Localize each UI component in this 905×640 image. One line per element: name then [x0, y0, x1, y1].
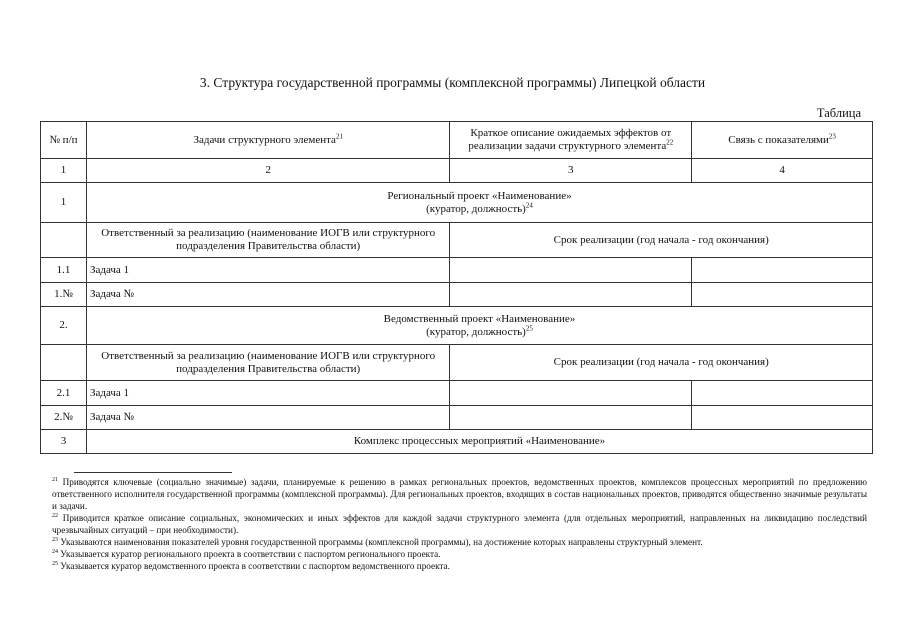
- row-number: 2.: [41, 307, 87, 345]
- header-effects: Краткое описание ожидаемых эффектов от реализации задачи структурного элемента$^{22}$: [450, 122, 692, 159]
- period-cell: Срок реализации (год начала - год окончания): [450, 345, 873, 381]
- column-number: 3: [450, 159, 692, 183]
- regional-project-title: Региональный проект «Наименование» (куратор, должность)$^{24}$: [86, 183, 872, 223]
- footnote-ref: 25: [525, 323, 533, 332]
- departmental-responsible-row: [41, 345, 873, 381]
- column-number: 1: [41, 159, 87, 183]
- task-name: Задача №: [86, 406, 450, 430]
- task-number: 1.1: [41, 258, 87, 283]
- departmental-project-row: [41, 307, 873, 345]
- table-label: Таблица: [816, 106, 861, 120]
- footnotes: [52, 476, 867, 572]
- task-number: 2.№: [41, 406, 87, 430]
- regional-project-row: [41, 183, 873, 223]
- period-cell: Срок реализации (год начала - год окончания): [450, 223, 873, 258]
- footnote-separator: [74, 472, 232, 473]
- footnote: $^{21}$ Приводятся ключевые (социально значимые) задачи, планируемые к решению в рамках региональных проектов, ведомственных проектов, комплексов процессных мероприятий по предложению ответственного исполнителя государственной программы (комплексной программы). Для региональных проектов, входящих в состав национальных проектов, приводятся общественно значимые результаты и задачи.: [52, 476, 868, 511]
- column-number: 4: [692, 159, 873, 183]
- footnote: $^{25}$ Указывается куратор ведомственного проекта в соответствии с паспортом ведомственного проекта.: [52, 560, 450, 571]
- footnote-ref: 21: [335, 131, 343, 140]
- responsible-cell: Ответственный за реализацию (наименование ИОГВ или структурного подразделения Правительства области): [86, 345, 450, 381]
- task-number: 1.№: [41, 283, 87, 307]
- footnote-ref: 22: [666, 138, 674, 147]
- task-name: Задача №: [86, 283, 450, 307]
- complex-row: [41, 430, 873, 454]
- document-title: 3. Структура государственной программы (комплексной программы) Липецкой области: [199, 75, 706, 90]
- structure-table: [40, 121, 873, 454]
- footnote-ref: 24: [525, 200, 533, 209]
- task-row: [41, 406, 873, 430]
- row-number: 1: [41, 183, 87, 223]
- row-number: 3: [41, 430, 87, 454]
- task-row: [41, 381, 873, 406]
- task-name: Задача 1: [86, 381, 450, 406]
- header-num: № п/п: [41, 122, 87, 159]
- header-row: [41, 122, 873, 159]
- footnote: $^{23}$ Указываются наименования показателей уровня государственной программы (комплексной программы), на достижение которых направлены структурный элемент.: [52, 536, 703, 547]
- task-row: [41, 283, 873, 307]
- responsible-cell: Ответственный за реализацию (наименование ИОГВ или структурного подразделения Правительства области): [86, 223, 450, 258]
- regional-responsible-row: [41, 223, 873, 258]
- task-name: Задача 1: [86, 258, 450, 283]
- header-indicators: Связь с показателями$^{23}$: [692, 122, 873, 159]
- column-numbers-row: [41, 159, 873, 183]
- task-number: 2.1: [41, 381, 87, 406]
- task-row: [41, 258, 873, 283]
- footnote: $^{24}$ Указывается куратор регионального проекта в соответствии с паспортом регионального проекта.: [52, 548, 441, 559]
- footnote: $^{22}$ Приводится краткое описание социальных, экономических и иных эффектов для каждой задачи структурного элемента (для отдельных мероприятий, направленных на ликвидацию последствий чрезвычайных ситуаций – при необходимости).: [52, 512, 867, 535]
- column-number: 2: [86, 159, 450, 183]
- header-tasks: Задачи структурного элемента$^{21}$: [86, 122, 450, 159]
- departmental-project-title: Ведомственный проект «Наименование» (куратор, должность)$^{25}$: [86, 307, 872, 345]
- complex-title: Комплекс процессных мероприятий «Наименование»: [86, 430, 872, 454]
- footnote-ref: 23: [828, 131, 836, 140]
